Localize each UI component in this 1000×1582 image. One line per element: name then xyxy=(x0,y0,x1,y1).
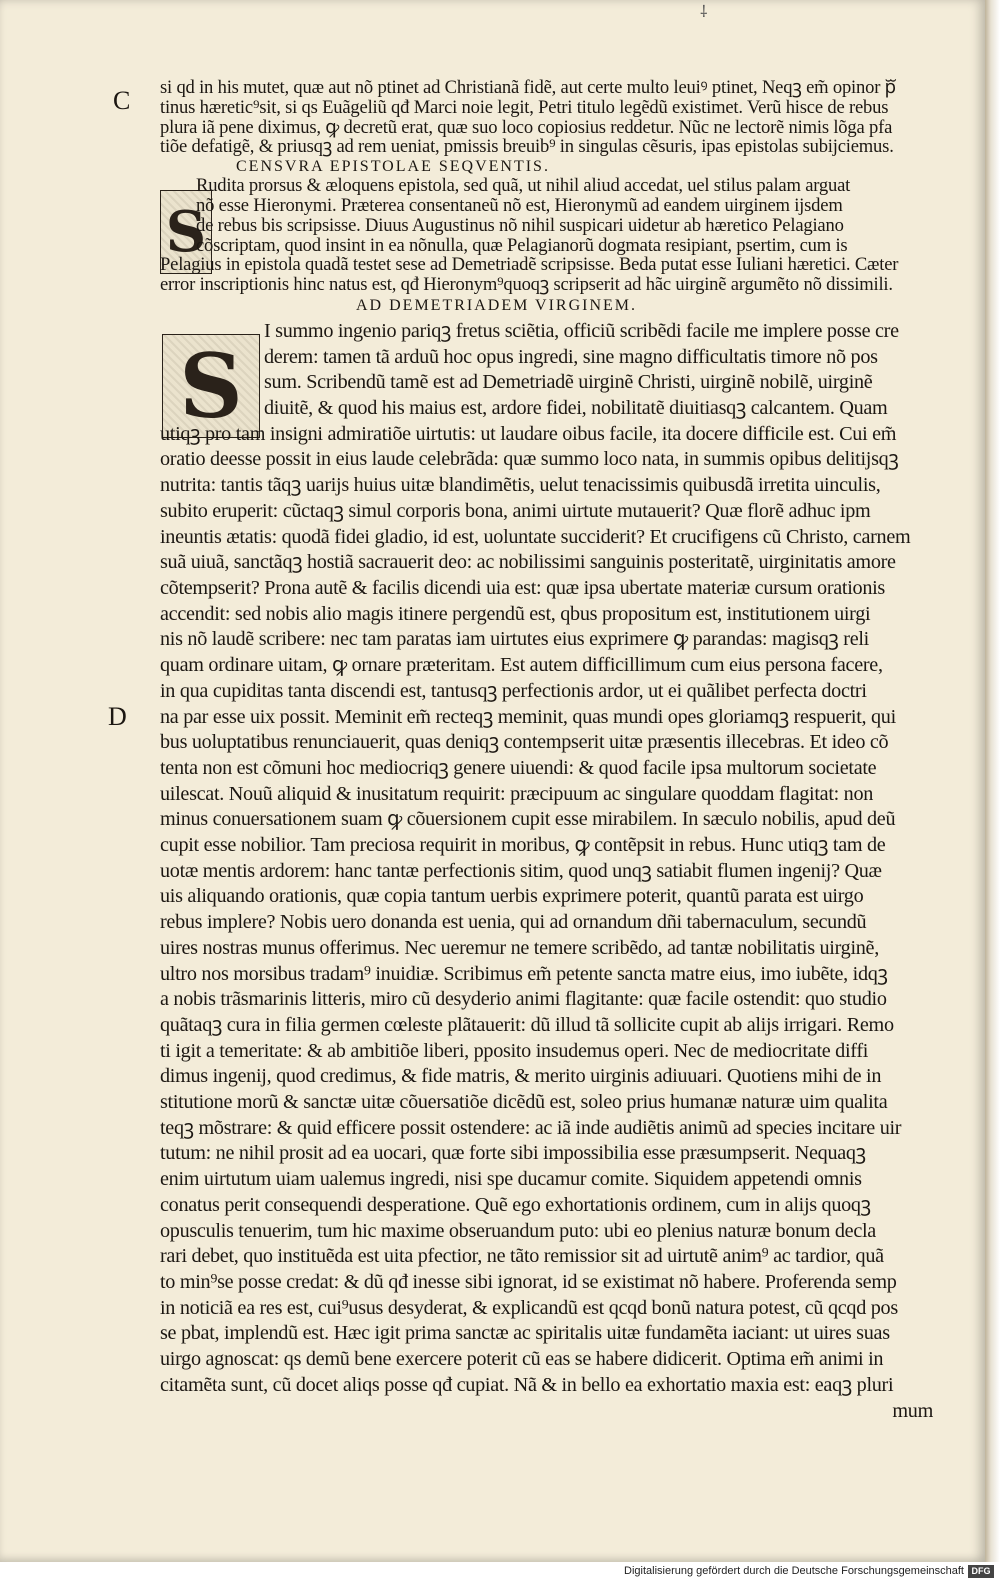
main-line: uotæ mentis ardorem: hanc tantæ perfectionis sitim, quod unqꝫ satiabit flumen ingenij? Quæ xyxy=(160,859,882,882)
main-line: in qua cupiditas tanta discendi est, tantusqꝫ perfectionis ardor, ut ei quãlibet perfecta doctri xyxy=(160,679,867,702)
main-line: conatus perit consequendi desperatione. Quẽ ego exhortationis ordinem, cum in alijs quoqꝫ xyxy=(160,1193,871,1216)
intro-line: plura iã pene diximus, ꝙ decretũ erat, quæ suo loco copiosius reddetur. Nũc ne lectorẽ nimis lõga pfa xyxy=(160,116,893,138)
censura-paragraph xyxy=(160,176,933,295)
footer-credit: Digitalisierung gefördert durch die Deutsche Forschungsgemeinschaft xyxy=(624,1565,964,1577)
main-line: bus uoluptatibus renunciauerit, quas deniqꝫ contempserit uitæ præsentis illecebras. Et ideo cõ xyxy=(160,731,889,754)
main-line: ineuntis ætatis: quodã fidei gladio, id est, uoluntate succiderit? Et crucifigens cũ Christo, carnem xyxy=(160,525,911,548)
censura-dropcap: S xyxy=(160,190,212,274)
main-line: ultro nos morsibus tradam⁹ inuidiæ. Scribimus em̃ petente sancta matre eius, imo iubẽte, idqꝫ xyxy=(160,962,888,985)
margin-letter-c: C xyxy=(113,86,131,115)
intro-paragraph xyxy=(160,78,933,157)
censura-line: Rudita prorsus & æloquens epistola, sed quã, ut nihil aliud accedat, uel stilus palam arguat xyxy=(196,175,851,197)
main-line: se pbat, implendũ est. Hæc igit prima sanctæ ac spiritalis uitæ fundamẽta iaciant: ut uires suas xyxy=(160,1322,890,1345)
main-line: uires nostras munus offerimus. Nec ueremur ne temere scribẽdo, ad tantæ nobilitatis uirginẽ, xyxy=(160,936,879,959)
main-line: cõtempserit? Prona autẽ & facilis dicendi uia est: quæ ipsa ubertate materiæ cursum orationis xyxy=(160,577,885,599)
main-line: citamẽta sunt, cũ docet aliqs posse qđ cupiat. Nã & in bello ea exhortatio maxia est: eaqꝫ pluri xyxy=(160,1373,894,1396)
main-line: opusculis tenuerim, tum hic maxime obseruandum puto: ubi eo plenius naturæ bonum decla xyxy=(160,1219,876,1242)
heading-demetriadem: AD DEMETRIADEM VIRGINEM. xyxy=(356,296,638,314)
dfg-logo: DFG xyxy=(968,1565,994,1578)
intro-line: si qd in his mutet, quæ aut nõ ptinet ad Christianã fidẽ, aut certe multo leuiꝰ ptinet, Neqꝫ em̃ opinor pᷓ xyxy=(160,77,896,98)
heading-censura: CENSVRA EPISTOLAE SEQVENTIS. xyxy=(236,158,550,176)
main-line: uis aliquando orationis, quæ copia tantum uerbis exprimere poterit, quantũ parata est uirgo xyxy=(160,885,864,908)
main-line: utiqꝫ pro tam insigni admiratiõe uirtutis: ut laudare oibus facile, ita docere difficile est. Cui em̃ xyxy=(160,422,897,445)
main-line: diuitẽ, & quod his maius est, ardore fidei, nobilitatẽ diuitiasqꝫ calcantem. Quam xyxy=(264,397,888,420)
main-line: dimus ingenij, quod credimus, & fide matris, & merito uirginis adiuuari. Quotiens mihi de in xyxy=(160,1065,882,1088)
main-line: quãtaqꝫ cura in filia germen cœleste plãtauerit: dũ illud tã sollicite cupit ab alijs irrigari. Remo xyxy=(160,1013,894,1036)
main-line: nutrita: tantis tãqꝫ uarijs huius uitæ blandimẽtis, uelut tenacissimis quibusdã irretita uinculis, xyxy=(160,474,881,497)
main-line: subito eruperit: cũctaqꝫ simul corporis bona, animi uirtute mutauerit? Quæ florẽ adhuc ipm xyxy=(160,499,871,522)
main-line: mum xyxy=(892,1399,933,1422)
main-line: cupit esse nobilior. Tam preciosa requirit in moribus, ꝙ contẽpsit in rebus. Hunc utiqꝫ tam de xyxy=(160,834,886,857)
main-paragraph xyxy=(160,319,933,1424)
main-line: rari debet, quo instituẽda est uita pfectior, ne tãto remissior sit ad uirtutẽ anim⁹ ac tardior, quã xyxy=(160,1245,884,1268)
main-line: I summo ingenio pariqꝫ fretus sciẽtia, officiũ scribẽdi facile me implere posse cre xyxy=(264,319,899,342)
main-line: uilescat. Nouũ aliquid & inusitatum requirit: præcipuum ac singulare quoddam flagitat: non xyxy=(160,782,874,805)
main-line: sum. Scribendũ tamẽ est ad Demetriadẽ uirginẽ Christi, uirginẽ nobilẽ, uirginẽ xyxy=(264,371,873,394)
main-line: quam ordinare uitam, ꝙ ornare præteritam. Est autem difficillimum cum eius persona facere, xyxy=(160,654,883,677)
main-line: to min⁹se posse credat: & dũ qđ inesse sibi ignorat, id se existimat nõ habere. Proferenda semp xyxy=(160,1270,897,1293)
main-line: rebus implere? Nobis uero donanda est uenia, qui ad ornandum dñi tabernaculum, secundũ xyxy=(160,911,867,934)
censura-line: de rebus bis scripsisse. Diuus Augustinus nõ nihil suspicari uidetur ab hæretico Pelagiano xyxy=(196,214,844,236)
main-line: stitutione morũ & sanctæ uitæ cõuersatiõe dicẽdũ est, soleo prius humanæ naturæ uim qualita xyxy=(160,1091,888,1114)
margin-letter-d: D xyxy=(108,702,127,731)
main-line: tutum: ne nihil prosit ad ea uocari, quæ forte sibi impossibilia esse præsumpserit. Nequaqꝫ xyxy=(160,1142,866,1165)
main-line: uirgo agnoscat: qs demũ bene exercere poterit cũ eas se habere didicerit. Optima em̃ animi in xyxy=(160,1348,884,1371)
main-line: in noticiã ea res est, cui⁹usus desyderat, & explicandũ est qcqd bonũ natura potest, cũ qcqd pos xyxy=(160,1296,898,1319)
intro-line: tinus hæretic⁹sit, si qs Euãgeliũ qđ Marci noie legit, Petri titulo legẽdũ existimet. Verũ hisce de rebus xyxy=(160,96,889,118)
main-line: nis nõ laudẽ scribere: nec tam paratas iam uirtutes eius exprimere ꝙ parandas: magisqꝫ reli xyxy=(160,628,869,651)
main-line: na par esse uix possit. Meminit em̃ recteqꝫ meminit, quas mundi opes gloriamqꝫ respuerit, qui xyxy=(160,705,896,728)
main-line: teqꝫ mõstrare: & quid efficere possit ostendere: ac iã inde audiẽtis animũ ad species incitare uir xyxy=(160,1116,902,1139)
main-line: enim uirtutum uiam ualemus ingredi, nisi spe ducamur comite. Siquidem appetendi omnis xyxy=(160,1168,862,1191)
main-dropcap: S xyxy=(162,334,260,438)
main-line: suã uiuã, sanctãqꝫ hostiã sacrauerit deo: ac nobilissimi sanguinis posteritatẽ, uirginitatis amore xyxy=(160,551,896,574)
main-line: a nobis trãsmarinis litteris, miro cũ desyderio animi flagitante: quæ facile ostendit: quo studio xyxy=(160,988,887,1011)
footer-bar xyxy=(0,1562,1000,1582)
censura-line: cõscriptam, quod insint in ea nõnulla, quæ Pelagianorũ dogmata resipiant, psertim, cum is xyxy=(196,234,848,256)
censura-line: nõ esse Hieronymi. Præterea consentaneũ nõ est, Hieronymũ ad eandem uirginem ijsdem xyxy=(196,194,843,216)
censura-line: Pelagius in epistola quadã testet sese ad Demetriadẽ scripsisse. Beda putat esse Iuliani hæretici. Cæter xyxy=(160,254,899,276)
main-line: oratio deesse possit in eius laude celebrãda: quæ summo loco nata, in summis opibus delitijsqꝫ xyxy=(160,448,899,471)
main-line: minus conuersationem suam ꝙ cõuersionem cupit esse mirabilem. In sæculo nobilis, apud deũ xyxy=(160,808,896,831)
text-column xyxy=(160,78,933,1424)
censura-line: error inscriptionis hinc natus est, qđ Hieronym⁹quoqꝫ scripserit ad hãc uirginẽ argumẽto nõ dissimili. xyxy=(160,274,893,296)
intro-line: tiõe defatigẽ, & priusqꝫ ad rem ueniat, pmissis breuib⁹ in singulas cẽsuris, ipas epistolas subijciemus. xyxy=(160,136,894,158)
stain-mark: ⸸ xyxy=(700,4,708,21)
page-edge xyxy=(985,0,1000,1562)
main-line: derem: tamen tã arduũ hoc opus ingredi, sine magno difficultatis timore nõ pos xyxy=(264,345,878,368)
main-line: accendit: sed nobis alio magis itinere pergendũ est, qbus propositum est, institutionem uirgi xyxy=(160,602,871,625)
main-line: tenta non est cõmuni hoc mediocriqꝫ genere uiuendi: & quod facile ipsa multorum societate xyxy=(160,756,877,779)
main-line: ti igit a temeritate: & ab ambitiõe liberi, pposito insudemus operi. Nec de mediocritate diffi xyxy=(160,1039,869,1062)
